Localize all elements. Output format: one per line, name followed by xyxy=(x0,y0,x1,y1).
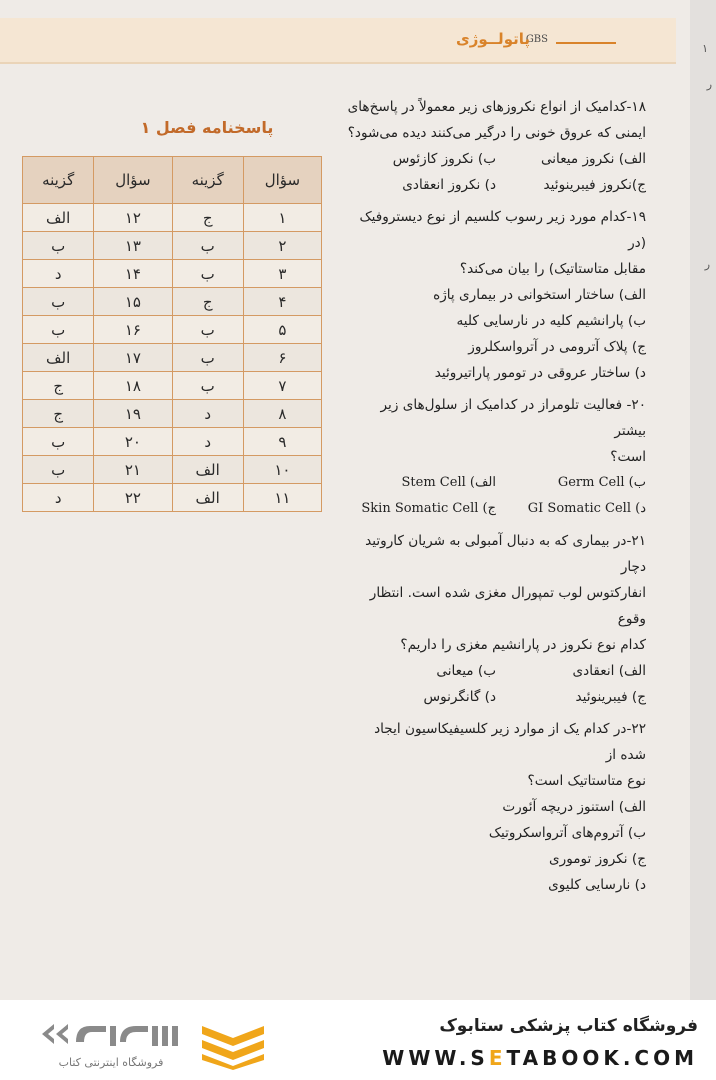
question-number-cell: ۱۰ xyxy=(243,456,321,484)
table-row xyxy=(23,260,322,288)
question-21 xyxy=(346,528,646,710)
questions-column xyxy=(346,94,646,898)
edge-letter: ر xyxy=(704,258,710,271)
url-highlight: E xyxy=(488,1046,507,1070)
option: ب) پارانشیم کلیه در نارسایی کلیه xyxy=(456,313,646,329)
header-underline xyxy=(556,42,616,44)
question-stem: ایمنی که عروق خونی را درگیر می‌کنند دیده می‌شود؟ xyxy=(347,125,646,141)
page-title: پاتولــوژی xyxy=(456,30,530,48)
col-header: گزینه xyxy=(172,157,243,204)
url-part: WWW.S xyxy=(382,1046,489,1070)
question-number-cell: ۱۹ xyxy=(94,400,172,428)
option: ب) میعانی xyxy=(436,663,496,679)
question-stem: کدام نوع نکروز در پارانشیم مغزی را داریم؟ xyxy=(400,637,646,653)
answer-option-cell: د xyxy=(172,428,243,456)
setabook-logo-mark xyxy=(36,1016,186,1052)
question-number-cell: ۱۲ xyxy=(94,204,172,232)
answer-option-cell: ج xyxy=(172,288,243,316)
question-22 xyxy=(346,716,646,898)
question-stem: ۲۲-در کدام یک از موارد زیر کلسیفیکاسیون ایجاد شده از xyxy=(374,721,646,763)
answer-key-table xyxy=(22,156,322,512)
table-row xyxy=(23,204,322,232)
question-18 xyxy=(346,94,646,198)
table-row xyxy=(23,456,322,484)
question-stem: ۱۸-کدامیک از انواع نکروزهای زیر معمولاً در پاسخ‌های xyxy=(347,99,646,115)
question-number-cell: ۱۳ xyxy=(94,232,172,260)
question-number-cell: ۱ xyxy=(243,204,321,232)
option: ج) نکروز توموری xyxy=(549,851,646,867)
table-row xyxy=(23,288,322,316)
store-name: فروشگاه کتاب پزشکی ستابوک xyxy=(439,1016,698,1036)
question-stem: مقابل متاستاتیک) را بیان می‌کند؟ xyxy=(459,261,646,277)
option: الف) انعقادی xyxy=(572,663,646,679)
answer-option-cell: الف xyxy=(23,344,94,372)
question-number-cell: ۱۷ xyxy=(94,344,172,372)
question-stem: ۱۹-کدام مورد زیر رسوب کلسیم از نوع دیستروفیک (در xyxy=(359,209,646,251)
answer-option-cell: د xyxy=(172,400,243,428)
question-stem: ۲۰- فعالیت تلومراز در کدامیک از سلول‌های زیر بیشتر xyxy=(380,397,646,439)
question-number-cell: ۱۴ xyxy=(94,260,172,288)
question-stem: انفارکتوس لوب تمپورال مغزی شده است. انتظار وقوع xyxy=(369,585,646,627)
answer-option-cell: الف xyxy=(172,484,243,512)
question-19 xyxy=(346,204,646,386)
option: د) نکروز انعقادی xyxy=(402,177,496,193)
header-badge: GBS xyxy=(525,34,548,45)
question-number-cell: ۴ xyxy=(243,288,321,316)
answer-option-cell: ب xyxy=(172,232,243,260)
page-header-band xyxy=(0,18,676,64)
answer-option-cell: ج xyxy=(23,372,94,400)
question-number-cell: ۵ xyxy=(243,316,321,344)
table-row xyxy=(23,344,322,372)
col-header: گزینه xyxy=(23,157,94,204)
answer-option-cell: د xyxy=(23,484,94,512)
option: الف) ساختار استخوانی در بیماری پاژه xyxy=(433,287,646,303)
question-stem: نوع متاستاتیک است؟ xyxy=(527,773,646,789)
option: ج) پلاک آترومی در آترواسکلروز xyxy=(468,339,646,355)
question-number-cell: ۶ xyxy=(243,344,321,372)
answer-option-cell: د xyxy=(23,260,94,288)
option: الف) استنوز دریچه آئورت xyxy=(502,799,646,815)
answer-option-cell: ج xyxy=(23,400,94,428)
answer-option-cell: ب xyxy=(172,316,243,344)
url-part: TABOOK.COM xyxy=(506,1046,698,1070)
table-row xyxy=(23,372,322,400)
answer-key-title: پاسخنامه فصل ۱ xyxy=(140,118,274,137)
answer-option-cell: ب xyxy=(172,372,243,400)
answer-option-cell: ب xyxy=(23,232,94,260)
logo-subtitle: فروشگاه اینترنتی کتاب xyxy=(58,1056,164,1069)
question-number-cell: ۳ xyxy=(243,260,321,288)
question-number-cell: ۹ xyxy=(243,428,321,456)
question-number-cell: ۲۰ xyxy=(94,428,172,456)
answer-option-cell: ب xyxy=(23,288,94,316)
table-row xyxy=(23,232,322,260)
option: د) ساختار عروقی در تومور پاراتیروئید xyxy=(434,365,646,381)
option: د) GI Somatic Cell xyxy=(527,501,646,516)
question-stem: است؟ xyxy=(610,449,646,465)
option: ج) فیبرینوئید xyxy=(575,689,646,705)
question-number-cell: ۱۶ xyxy=(94,316,172,344)
option: ب) Germ Cell xyxy=(557,475,646,490)
question-number-cell: ۱۸ xyxy=(94,372,172,400)
book-chevron-logo-icon xyxy=(196,1018,270,1070)
answer-option-cell: ب xyxy=(23,456,94,484)
adjacent-page-edge xyxy=(690,0,716,1000)
answer-option-cell: ب xyxy=(23,428,94,456)
option: د) گانگرنوس xyxy=(423,689,496,705)
question-20 xyxy=(346,392,646,522)
table-row xyxy=(23,400,322,428)
question-number-cell: ۸ xyxy=(243,400,321,428)
question-number-cell: ۲ xyxy=(243,232,321,260)
question-number-cell: ۱۱ xyxy=(243,484,321,512)
option: ب) آتروم‌های آترواسکروتیک xyxy=(488,825,646,841)
question-number-cell: ۲۲ xyxy=(94,484,172,512)
option: الف) Stem Cell xyxy=(401,475,496,490)
question-number-cell: ۷ xyxy=(243,372,321,400)
answer-option-cell: الف xyxy=(23,204,94,232)
option: د) نارسایی کلیوی xyxy=(548,877,646,893)
col-header: سؤال xyxy=(94,157,172,204)
edge-number: ۱ xyxy=(702,42,708,55)
question-stem: ۲۱-در بیماری که به دنبال آمبولی به شریان کاروتید دچار xyxy=(365,533,646,575)
answer-option-cell: ج xyxy=(172,204,243,232)
option: الف) نکروز میعانی xyxy=(540,151,646,167)
edge-letter: ر xyxy=(706,78,712,91)
question-number-cell: ۲۱ xyxy=(94,456,172,484)
store-url[interactable] xyxy=(382,1046,698,1070)
table-row xyxy=(23,428,322,456)
table-row xyxy=(23,484,322,512)
answer-option-cell: ب xyxy=(23,316,94,344)
option: ج) Skin Somatic Cell xyxy=(361,501,496,516)
option: ج)نکروز فیبرینوئید xyxy=(543,177,646,193)
option: ب) نکروز کازئوس xyxy=(392,151,496,167)
question-number-cell: ۱۵ xyxy=(94,288,172,316)
answer-option-cell: ب xyxy=(172,260,243,288)
col-header: سؤال xyxy=(243,157,321,204)
answer-option-cell: ب xyxy=(172,344,243,372)
table-row xyxy=(23,316,322,344)
table-header-row xyxy=(23,157,322,204)
answer-option-cell: الف xyxy=(172,456,243,484)
